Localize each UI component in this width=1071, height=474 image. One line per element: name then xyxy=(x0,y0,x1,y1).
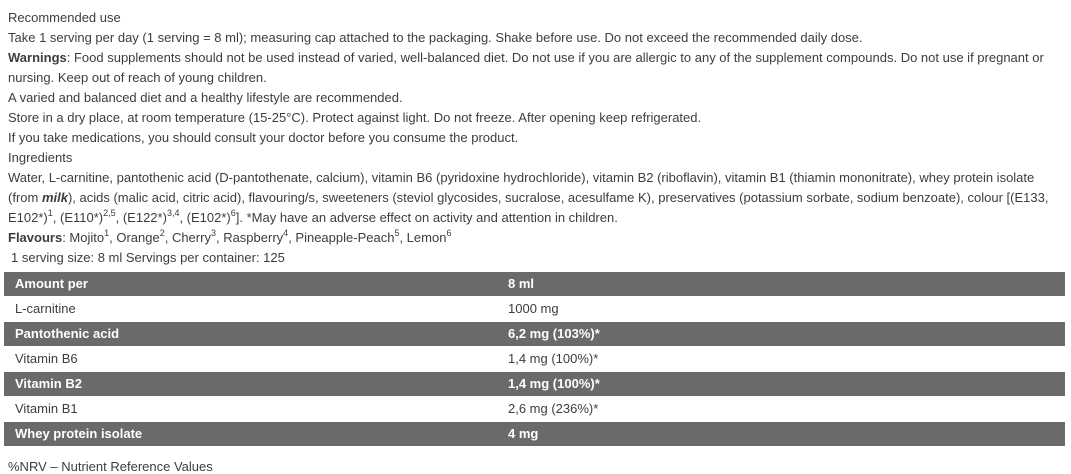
nutrient-name-cell: Amount per xyxy=(15,276,88,291)
table-row xyxy=(4,347,1065,371)
nutrient-value-cell: 1,4 mg (100%)* xyxy=(508,376,600,391)
diet-paragraph: A varied and balanced diet and a healthy lifestyle are recommended. xyxy=(8,90,403,105)
nutrient-name-cell: Vitamin B1 xyxy=(15,401,78,416)
nutrient-value-cell: 2,6 mg (236%)* xyxy=(508,401,599,416)
table-row xyxy=(4,297,1065,321)
flavours-line: Flavours: Mojito$^1$, Orange$^2$, Cherry$^3$, Raspberry$^4$, Pineapple-Peach$^5$, Lemon$^6$ xyxy=(8,227,452,245)
nutrient-name-cell: Vitamin B2 xyxy=(15,376,82,391)
serving-info-line: 1 serving size: 8 ml Servings per container: 125 xyxy=(11,250,285,265)
nutrient-value-cell: 4 mg xyxy=(508,426,539,441)
table-row xyxy=(4,397,1065,421)
nutrient-value-cell: 1000 mg xyxy=(508,301,559,316)
storage-paragraph: Store in a dry place, at room temperature (15-25°C). Protect against light. Do not freeze. After opening keep refrigerated. xyxy=(8,110,702,125)
medications-paragraph: If you take medications, you should consult your doctor before you consume the product. xyxy=(8,130,519,145)
table-row xyxy=(4,422,1065,446)
nutrient-value-cell: 1,4 mg (100%)* xyxy=(508,351,599,366)
nutrition-table xyxy=(4,272,1065,446)
nrv-footnote: %NRV – Nutrient Reference Values xyxy=(8,459,213,474)
nutrient-name-cell: Pantothenic acid xyxy=(15,326,120,341)
usage-paragraph: Take 1 serving per day (1 serving = 8 ml); measuring cap attached to the packaging. Shake before use. Do not exceed the recommended daily dose. xyxy=(8,30,863,45)
recommended-use-heading: Recommended use xyxy=(8,10,121,25)
table-row xyxy=(4,272,1065,296)
nutrient-name-cell: Whey protein isolate xyxy=(15,426,143,441)
warnings-paragraph: Warnings: Food supplements should not be used instead of varied, well-balanced diet. Do not use if you are allergic to any of the supplement compounds. Do not use if pregnant or nursing. Keep out of reach of young children. xyxy=(8,50,1044,85)
ingredients-heading: Ingredients xyxy=(8,150,73,165)
nutrient-value-cell: 6,2 mg (103%)* xyxy=(508,326,600,341)
table-row xyxy=(4,322,1065,346)
table-row xyxy=(4,372,1065,396)
nutrient-name-cell: Vitamin B6 xyxy=(15,351,78,366)
nutrient-value-cell: 8 ml xyxy=(508,276,535,291)
ingredients-paragraph: Water, L-carnitine, pantothenic acid (D-pantothenate, calcium), vitamin B6 (pyridoxine hydrochloride), vitamin B2 (riboflavin), vitamin B1 (thiamin mononitrate), whey protein isolate (from milk), acids (malic acid, citric acid), flavouring/s, sweeteners (steviol glycosides, sucralose, acesulfame K), preservatives (potassium sorbate, sodium benzoate), colour [(E133, E102*)$^1$, $(E110*)^{2,5}$, $(E122*)^{3,4}$, $(E102*)^6$]. *May have an adverse effect on activity and attention in children. xyxy=(8,170,1049,225)
nutrient-name-cell: L-carnitine xyxy=(15,301,76,316)
text-block xyxy=(8,8,1063,268)
